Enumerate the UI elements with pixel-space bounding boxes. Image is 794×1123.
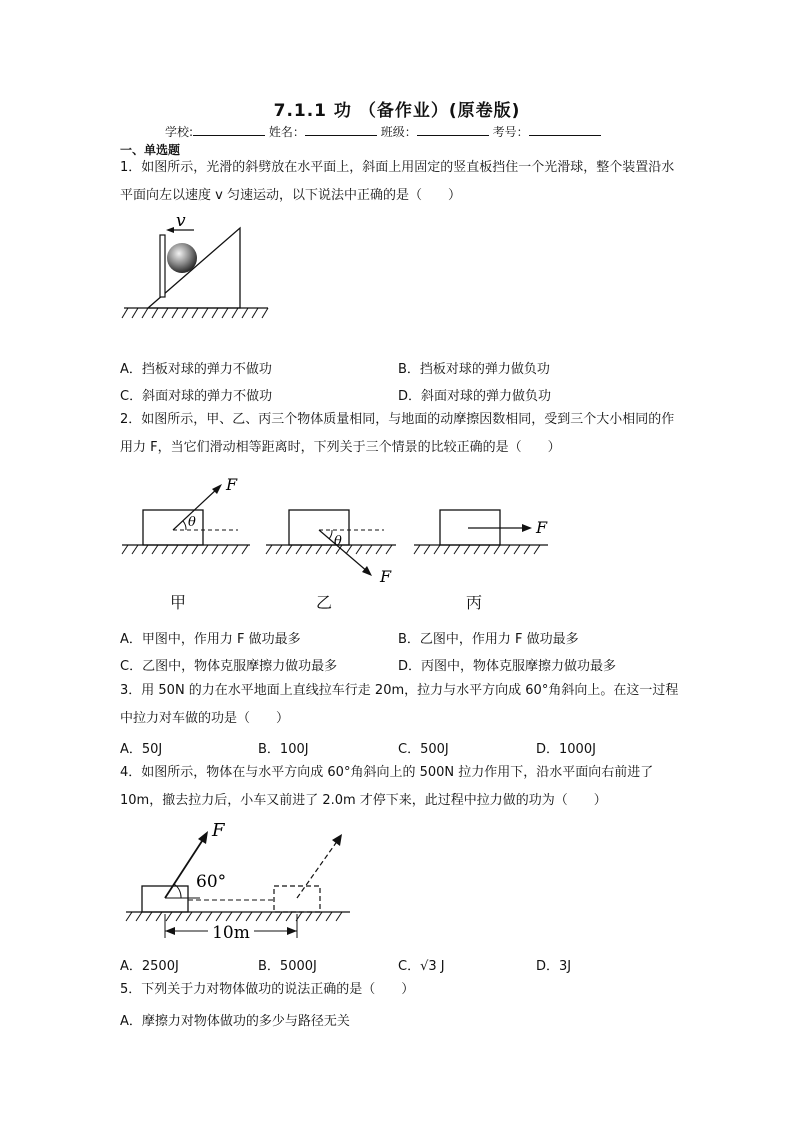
question-3-text: 3．用 50N 的力在水平地面上直线拉车行走 20m，拉力与水平方向成 60°角斜向上。在这一过程中拉力对车做的功是（ ）	[120, 683, 679, 726]
force-label-bing: F	[536, 518, 548, 537]
question-2-option-a[interactable]: A．甲图中，作用力 F 做功最多	[120, 632, 301, 647]
question-1-option-d[interactable]: D．斜面对球的弹力做负功	[398, 389, 552, 404]
question-2-figure	[118, 470, 568, 590]
question-3-option-d[interactable]: D．1000J	[536, 742, 596, 757]
question-3-option-a[interactable]: A．50J	[120, 742, 163, 757]
section-heading: 一、单选题	[120, 143, 181, 157]
angle-label-yi: θ	[334, 534, 342, 549]
student-info-line	[165, 123, 601, 140]
force-label-yi: F	[380, 567, 392, 586]
dim-arrowhead-right	[287, 927, 297, 935]
cart-start	[142, 886, 188, 912]
force-arrowhead-dashed	[332, 834, 342, 846]
question-4-option-a[interactable]: A．2500J	[120, 959, 179, 974]
force-label-jia: F	[226, 475, 238, 494]
angle-label: 60°	[196, 872, 227, 892]
question-2-text: 2．如图所示，甲、乙、丙三个物体质量相同，与地面的动摩擦因数相同，受到三个大小相同的作用力 F，当它们滑动相等距离时，下列关于三个情景的比较正确的是（ ）	[120, 412, 675, 455]
diagram-bing	[414, 510, 548, 554]
question-4-option-d[interactable]: D．3J	[536, 959, 572, 974]
question-1-figure	[118, 210, 278, 325]
caption-jia: 甲	[170, 593, 187, 612]
page-title: 7.1.1 功 （备作业）(原卷版)	[273, 101, 521, 121]
distance-label: 10m	[212, 923, 250, 943]
exam-no-blank[interactable]	[529, 123, 601, 136]
question-4-option-c[interactable]: C．√3 J	[398, 959, 445, 974]
caption-bing: 丙	[466, 593, 483, 612]
angle-label-jia: θ	[188, 515, 196, 530]
ball	[167, 243, 197, 273]
name-label: 姓名：	[268, 125, 305, 139]
class-blank[interactable]	[417, 123, 489, 136]
question-4-figure	[118, 818, 358, 948]
dim-arrowhead-left	[165, 927, 175, 935]
velocity-arrowhead	[166, 227, 174, 233]
force-arrow-dashed	[297, 840, 338, 898]
question-2-option-c[interactable]: C．乙图中，物体克服摩擦力做功最多	[120, 659, 338, 674]
school-blank[interactable]	[193, 123, 265, 136]
question-1-option-c[interactable]: C．斜面对球的弹力不做功	[120, 389, 273, 404]
caption-yi: 乙	[316, 593, 333, 612]
diagram-yi	[266, 510, 396, 586]
name-blank[interactable]	[305, 123, 377, 136]
question-1-text: 1．如图所示，光滑的斜劈放在水平面上，斜面上用固定的竖直板挡住一个光滑球，整个装置沿水平面向左以速度 v 匀速运动，以下说法中正确的是（ ）	[120, 160, 675, 203]
ground-hatch	[122, 308, 268, 318]
force-label: F	[212, 820, 225, 841]
school-label: 学校:	[165, 125, 194, 139]
question-4-option-b[interactable]: B．5000J	[258, 959, 317, 974]
class-label: 班级：	[380, 125, 417, 139]
exam-no-label: 考号：	[492, 125, 529, 139]
cart-end	[274, 886, 320, 912]
question-3-option-b[interactable]: B．100J	[258, 742, 309, 757]
baffle-board	[160, 235, 165, 297]
force-arrowhead	[198, 831, 208, 844]
question-5-option-a[interactable]: A．摩擦力对物体做功的多少与路径无关	[120, 1014, 350, 1029]
ground-hatch	[126, 912, 342, 921]
question-2-option-b[interactable]: B．乙图中，作用力 F 做功最多	[398, 632, 579, 647]
question-1-option-b[interactable]: B．挡板对球的弹力做负功	[398, 362, 550, 377]
question-1-option-a[interactable]: A．挡板对球的弹力不做功	[120, 362, 272, 377]
question-5-text: 5．下列关于力对物体做功的说法正确的是（ ）	[120, 982, 415, 997]
question-3-option-c[interactable]: C．500J	[398, 742, 449, 757]
question-2-option-d[interactable]: D．丙图中，物体克服摩擦力做功最多	[398, 659, 617, 674]
diagram-jia	[122, 475, 250, 554]
question-4-text: 4．如图所示，物体在与水平方向成 60°角斜向上的 500N 拉力作用下，沿水平面向右前进了 10m，撤去拉力后，小车又前进了 2.0m 才停下来，此过程中拉力做的功为（ ）	[120, 765, 654, 808]
velocity-label: v	[176, 211, 186, 231]
